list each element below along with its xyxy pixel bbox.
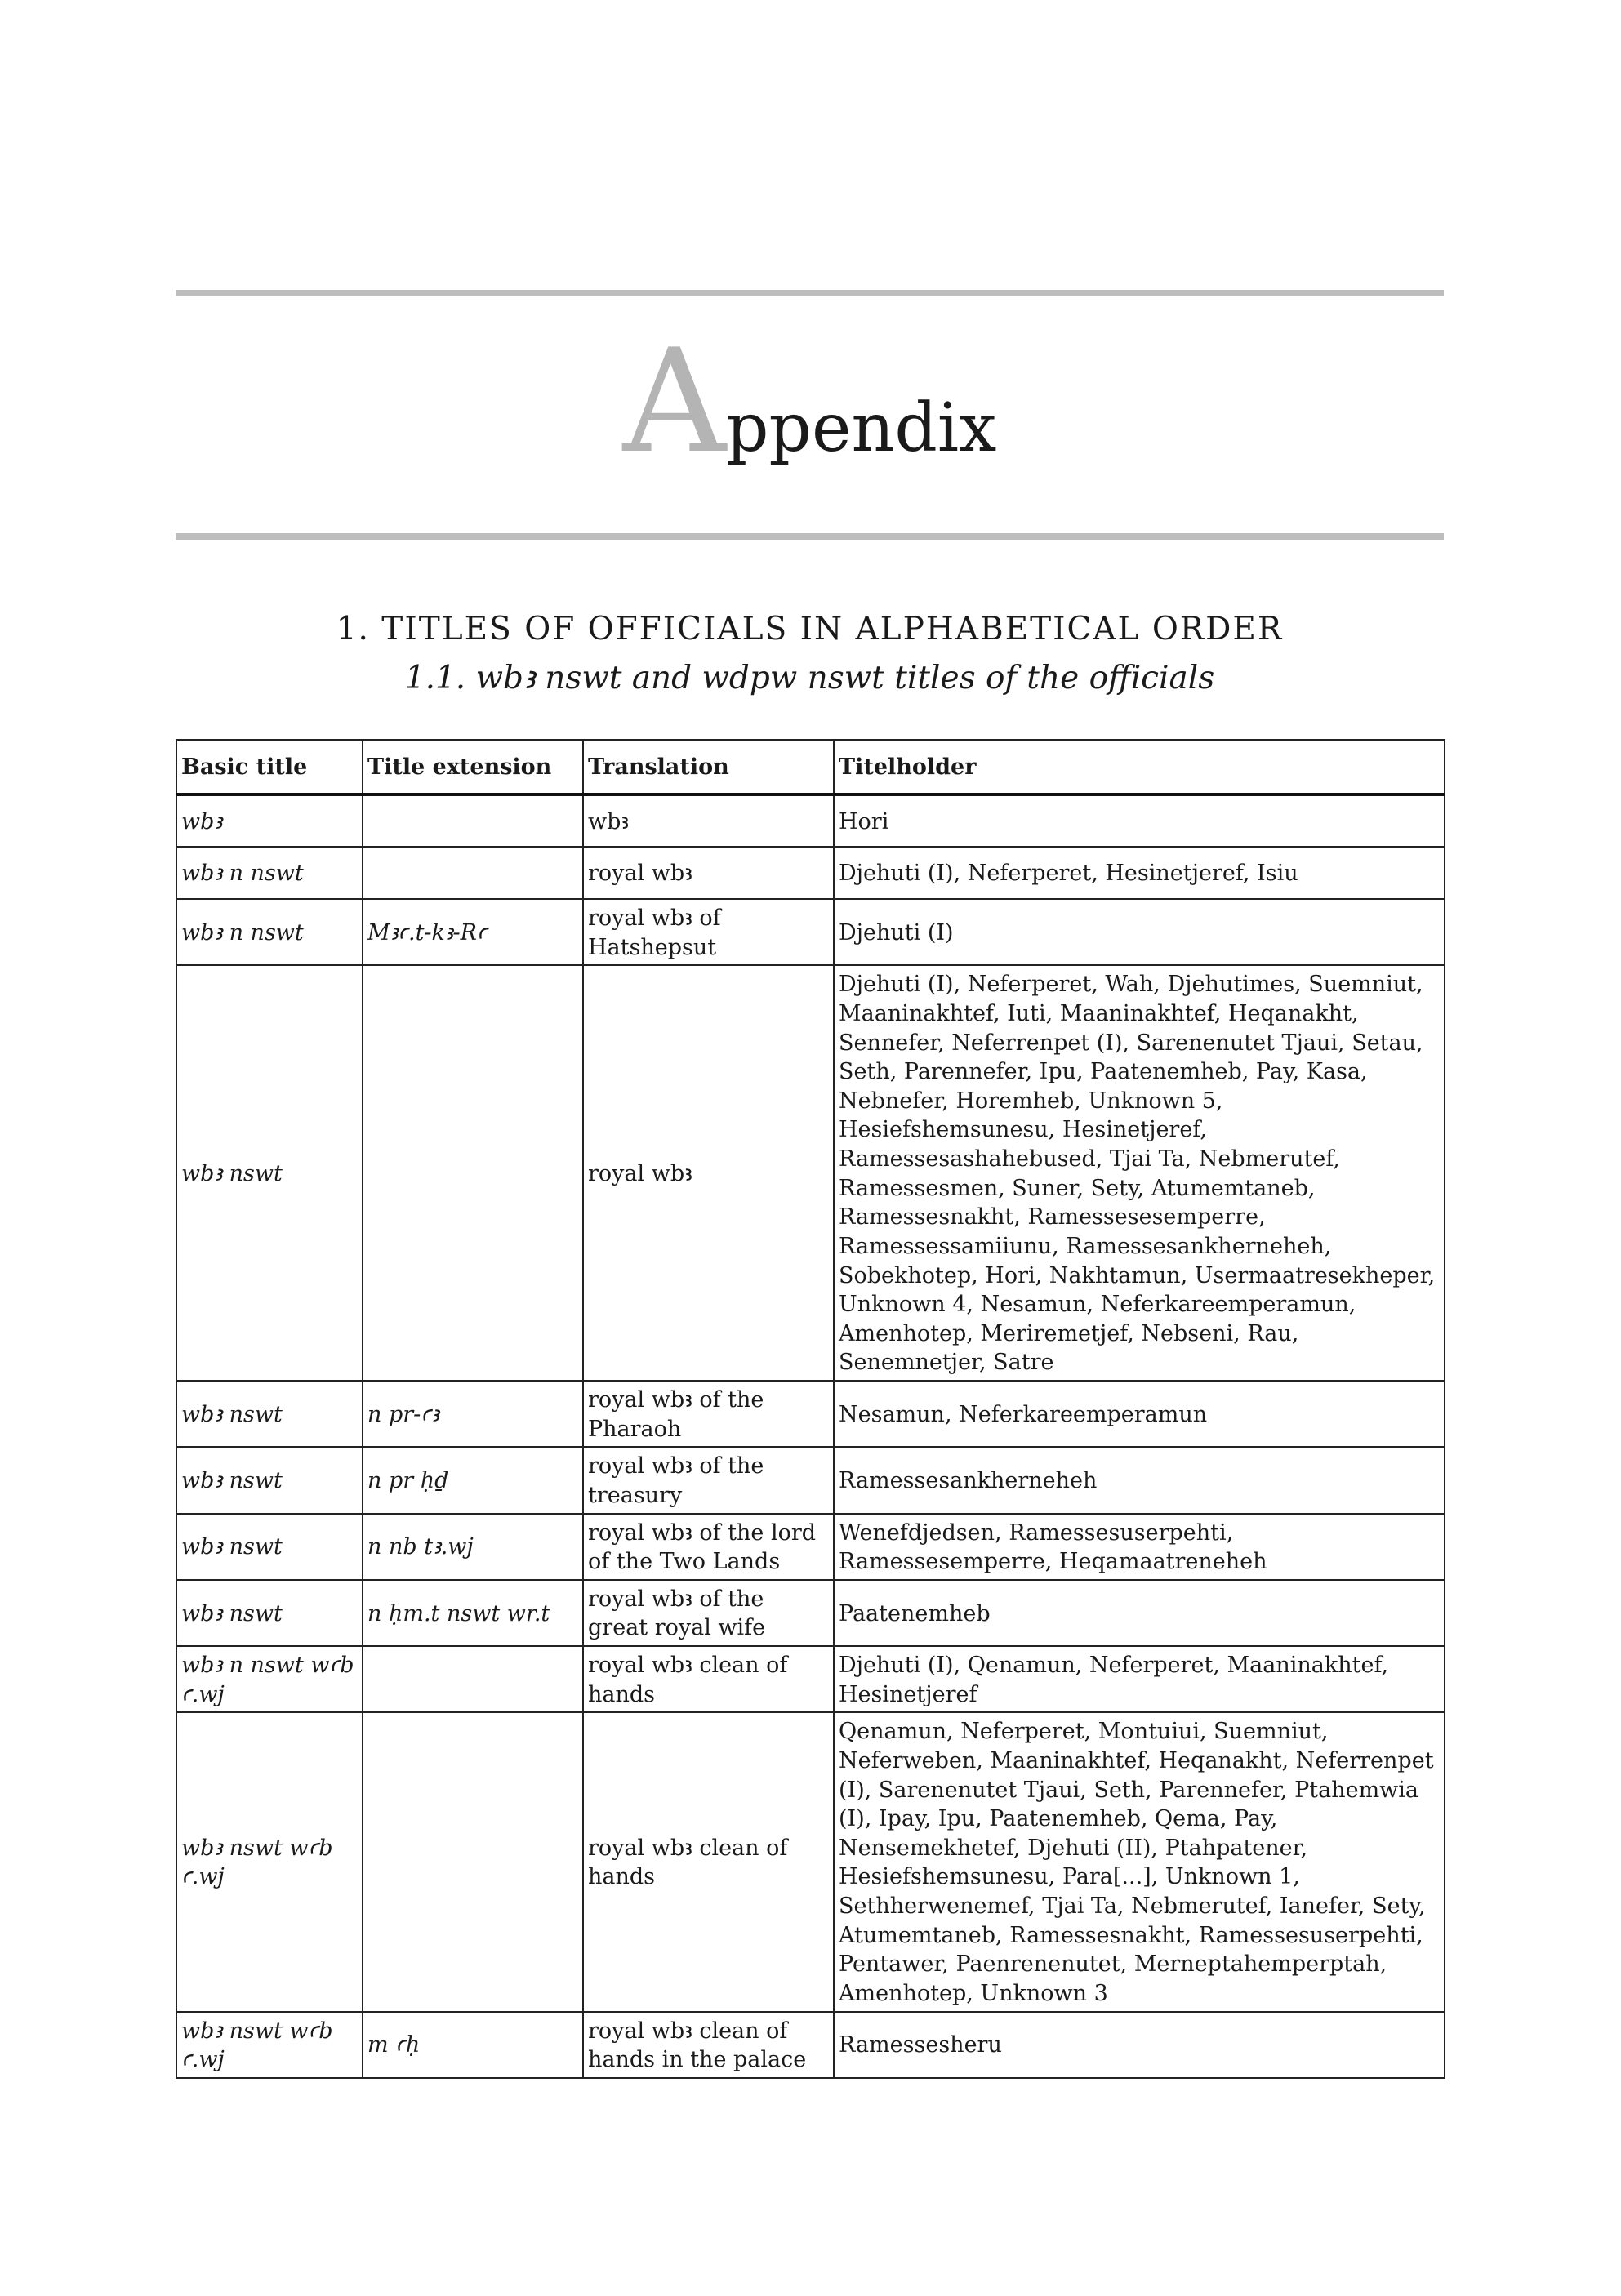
heading-initial: A [622,319,727,485]
translation-cell: royal wbꜣ of the lord of the Two Lands [583,1514,834,1580]
section-title: 1. TITLES OF OFFICIALS IN ALPHABETICAL ORDER [336,611,1284,647]
title-extension-cell [363,1646,583,1712]
translation-cell: royal wbꜣ of the treasury [583,1447,834,1513]
title-extension-cell: Mꜣꜥ.t-kꜣ-Rꜥ [363,899,583,965]
table-row [176,1514,1445,1580]
table-header-row [176,740,1445,794]
top-rule [176,290,1444,296]
translation-cell: royal wbꜣ [583,847,834,899]
table-row [176,1712,1445,2011]
basic-title-cell: wbꜣ [176,794,363,847]
titelholder-cell: Qenamun, Neferperet, Montuiui, Suemniut, Neferweben, Maaninakhtef, Heqanakht, Neferrenpet (I), Sarenenutet Tjaui, Seth, Parennefer, Ptahemwia (I), Ipay, Ipu, Paatenemheb, Qema, Pay, Nensemekhetef, Djehuti (II), Ptahpatener, Hesiefshemsunesu, Para[...], Unknown 1, Sethherwenemef, Tjai Ta, Nebmerutef, Ianefer, Sety, Atumemtaneb, Ramessesnakht, Ramessesuserpehti, Pentawer, Paenrenenutet, Merneptahemperptah, Amenhotep, Unknown 3 [834,1712,1445,2011]
subsection-title: 1.1. wbꜣ nswt and wdpw nswt titles of the officials [404,660,1215,696]
table-body [176,794,1445,2078]
table-row [176,965,1445,1381]
title-extension-cell [363,847,583,899]
title-extension-cell [363,1712,583,2011]
title-extension-cell [363,794,583,847]
table-row [176,1381,1445,1447]
titelholder-cell: Wenefdjedsen, Ramessesuserpehti, Ramessesemperre, Heqamaatreneheh [834,1514,1445,1580]
table-row [176,899,1445,965]
titelholder-cell: Djehuti (I), Qenamun, Neferperet, Maaninakhtef, Hesinetjeref [834,1646,1445,1712]
titelholder-cell: Hori [834,794,1445,847]
page-heading [176,319,1444,485]
translation-cell: royal wbꜣ clean of hands in the palace [583,2012,834,2078]
titelholder-cell: Ramessesankherneheh [834,1447,1445,1513]
header-basic-title: Basic title [176,740,363,794]
table-row [176,2012,1445,2078]
translation-cell: royal wbꜣ clean of hands [583,1646,834,1712]
translation-cell: royal wbꜣ clean of hands [583,1712,834,2011]
titelholder-cell: Djehuti (I) [834,899,1445,965]
title-extension-cell: m ꜥḥ [363,2012,583,2078]
title-extension-cell: n nb tꜣ.wj [363,1514,583,1580]
titelholder-cell: Paatenemheb [834,1580,1445,1646]
translation-cell: royal wbꜣ [583,965,834,1381]
heading-rest: ppendix [726,389,997,467]
title-extension-cell: n ḥm.t nswt wr.t [363,1580,583,1646]
table-row [176,1447,1445,1513]
title-extension-cell: n pr ḥḏ [363,1447,583,1513]
titelholder-cell: Nesamun, Neferkareemperamun [834,1381,1445,1447]
basic-title-cell: wbꜣ n nswt [176,847,363,899]
basic-title-cell: wbꜣ nswt wꜥb ꜥ.wj [176,1712,363,2011]
basic-title-cell: wbꜣ nswt wꜥb ꜥ.wj [176,2012,363,2078]
title-extension-cell [363,965,583,1381]
titelholder-cell: Ramessesheru [834,2012,1445,2078]
basic-title-cell: wbꜣ nswt [176,1447,363,1513]
basic-title-cell: wbꜣ n nswt [176,899,363,965]
translation-cell: royal wbꜣ of the Pharaoh [583,1381,834,1447]
basic-title-cell: wbꜣ nswt [176,1381,363,1447]
header-titelholder: Titelholder [834,740,1445,794]
titles-table [176,739,1445,2079]
table-row [176,1580,1445,1646]
titelholder-cell: Djehuti (I), Neferperet, Hesinetjeref, Isiu [834,847,1445,899]
table-row [176,1646,1445,1712]
basic-title-cell: wbꜣ n nswt wꜥb ꜥ.wj [176,1646,363,1712]
translation-cell: royal wbꜣ of Hatshepsut [583,899,834,965]
titelholder-cell: Djehuti (I), Neferperet, Wah, Djehutimes, Suemniut, Maaninakhtef, Iuti, Maaninakhtef, Heqanakht, Sennefer, Neferrenpet (I), Sarenenutet Tjaui, Setau, Seth, Parennefer, Ipu, Paatenemheb, Pay, Kasa, Nebnefer, Horemheb, Unknown 5, Hesiefshemsunesu, Hesinetjeref, Ramessesashahebused, Tjai Ta, Nebmerutef, Ramessesmen, Suner, Sety, Atumemtaneb, Ramessesnakht, Ramessesesemperre, Ramessessamiiunu, Ramessesankherneheh, Sobekhotep, Hori, Nakhtamun, Usermaatresekheper, Unknown 4, Nesamun, Neferkareemperamun, Amenhotep, Meriremetjef, Nebseni, Rau, Senemnetjer, Satre [834,965,1445,1381]
basic-title-cell: wbꜣ nswt [176,1514,363,1580]
bottom-rule [176,533,1444,540]
table-row [176,847,1445,899]
header-title-extension: Title extension [363,740,583,794]
translation-cell: wbꜣ [583,794,834,847]
basic-title-cell: wbꜣ nswt [176,965,363,1381]
table-row [176,794,1445,847]
header-translation: Translation [583,740,834,794]
basic-title-cell: wbꜣ nswt [176,1580,363,1646]
title-extension-cell: n pr-ꜥꜣ [363,1381,583,1447]
translation-cell: royal wbꜣ of the great royal wife [583,1580,834,1646]
